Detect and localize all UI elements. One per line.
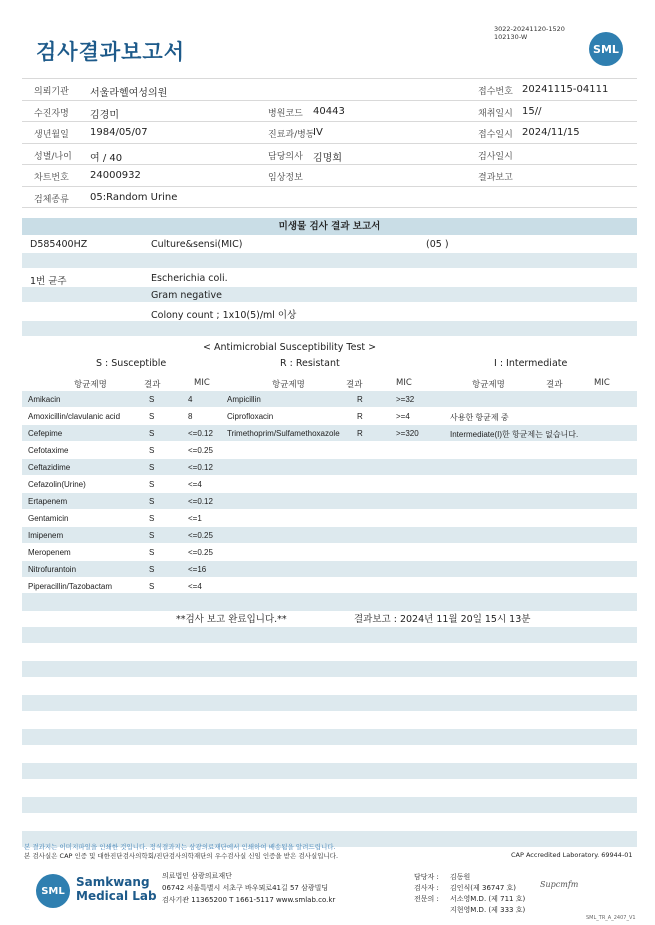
- info-label: 접수일시: [478, 130, 513, 140]
- ast-mic: <=4: [188, 480, 202, 489]
- info-value: 김명희: [313, 152, 342, 164]
- legend-resistant: R : Resistant: [280, 358, 340, 369]
- ast-result: S: [149, 497, 155, 506]
- cap-accreditation: CAP Accredited Laboratory. 69944-01: [511, 851, 633, 859]
- ast-mic: <=0.12: [188, 463, 213, 472]
- info-value: IV: [313, 127, 323, 138]
- ast-drug: Ceftazidime: [28, 463, 71, 472]
- col-drug: 항균제명: [472, 380, 505, 390]
- info-label: 담당의사: [268, 151, 303, 162]
- test-count: (05 ): [426, 239, 449, 250]
- col-result: 결과: [546, 380, 563, 390]
- page-title: 검사결과보고서: [36, 40, 186, 64]
- ast-result: S: [149, 412, 155, 421]
- ast-result: S: [149, 565, 155, 574]
- report-complete: **검사 보고 완료입니다.**: [176, 614, 287, 625]
- staff-name: 김동원: [450, 873, 471, 881]
- ast-result: S: [149, 582, 155, 591]
- info-value: 1984/05/07: [90, 127, 148, 138]
- info-label: 차트번호: [34, 173, 69, 183]
- info-label: 검사일시: [478, 151, 513, 162]
- signature: Supcmfm: [540, 880, 579, 889]
- staff-name: 김인식(제 36747 호): [450, 884, 516, 892]
- info-value: 05:Random Urine: [90, 191, 178, 203]
- ast-mic: <=0.25: [188, 446, 213, 455]
- legend-intermediate: I : Intermediate: [494, 358, 568, 369]
- col-mic: MIC: [396, 378, 412, 388]
- col-drug: 항균제명: [74, 380, 107, 390]
- ast-result: S: [149, 514, 155, 523]
- test-code: D585400HZ: [30, 239, 88, 250]
- brand-name: Samkwang Medical Lab: [76, 875, 157, 903]
- intermediate-note: Intermediate(I)한 항균제는 없습니다.: [450, 430, 579, 439]
- ast-drug: Ampicillin: [227, 395, 261, 404]
- info-label: 접수번호: [478, 87, 513, 97]
- col-mic: MIC: [194, 378, 210, 388]
- info-label: 검체종류: [34, 194, 69, 205]
- ast-drug: Amoxicillin/clavulanic acid: [28, 412, 121, 421]
- info-label: 수진자명: [34, 108, 69, 119]
- ast-mic: >=32: [396, 395, 415, 404]
- ast-drug: Ciprofloxacin: [227, 412, 274, 421]
- ast-result: R: [357, 412, 363, 421]
- info-label: 병원코드: [268, 108, 303, 119]
- info-value: 서울라헬여성의원: [90, 88, 168, 99]
- ast-mic: <=0.12: [188, 429, 213, 438]
- info-value: 2024/11/15: [522, 127, 580, 138]
- ast-drug: Trimethoprim/Sulfamethoxazole: [227, 429, 340, 438]
- ast-drug: Amikacin: [28, 395, 61, 404]
- staff-label: 담당자 :: [414, 873, 439, 881]
- foundation-name: 의료법인 삼광의료재단: [162, 872, 232, 880]
- info-row: [22, 122, 637, 144]
- ast-result: R: [357, 395, 363, 404]
- staff-name: 서소영M.D. (제 711 호): [450, 895, 526, 903]
- ast-result: S: [149, 463, 155, 472]
- ast-drug: Imipenem: [28, 531, 64, 540]
- info-value: 20241115-04111: [522, 84, 609, 95]
- info-value: 24000932: [90, 170, 141, 181]
- info-label: 생년월일: [34, 130, 69, 140]
- info-label: 채취일시: [478, 108, 513, 119]
- patient-info-table: [22, 78, 637, 208]
- sml-logo: SML: [589, 32, 623, 66]
- intermediate-note: 사용한 항균제 중: [450, 413, 509, 422]
- ast-result: S: [149, 548, 155, 557]
- info-row: [22, 144, 637, 166]
- ast-drug: Ertapenem: [28, 497, 68, 506]
- form-code: SML_TR_A_2407_V1: [586, 915, 636, 921]
- ast-mic: <=0.12: [188, 497, 213, 506]
- info-row: [22, 101, 637, 123]
- ast-mic: <=0.25: [188, 531, 213, 540]
- info-row: [22, 187, 637, 209]
- document-number: 3022-20241120-1520 102130-W: [494, 25, 565, 41]
- info-label: 성별/나이: [34, 151, 72, 162]
- ast-result: S: [149, 531, 155, 540]
- info-value: 15//: [522, 105, 542, 117]
- notice-image-copy: 본 결과지는 이미지파일을 인쇄한 것입니다. 정식결과지는 삼광의료재단에서 인쇄하여 배송됨을 알려드립니다.: [24, 843, 336, 851]
- ast-drug: Nitrofurantoin: [28, 565, 77, 574]
- info-label: 의뢰기관: [34, 87, 69, 97]
- info-value: 40443: [313, 105, 345, 117]
- info-label: 임상정보: [268, 173, 303, 183]
- micro-report-title: 미생물 검사 결과 보고서: [22, 218, 637, 235]
- ast-drug: Cefotaxime: [28, 446, 69, 455]
- ast-mic: <=1: [188, 514, 202, 523]
- ast-drug: Cefepime: [28, 429, 63, 438]
- ast-result: R: [357, 429, 363, 438]
- info-row: [22, 165, 637, 187]
- info-row: [22, 78, 637, 101]
- ast-result: S: [149, 429, 155, 438]
- ast-drug: Cefazolin(Urine): [28, 480, 86, 489]
- address: 06742 서울특별시 서초구 바우뫼로41길 57 삼광빌딩: [162, 884, 329, 892]
- staff-name: 지현영M.D. (제 333 호): [450, 906, 526, 914]
- info-label: 결과보고: [478, 173, 513, 183]
- ast-drug: Gentamicin: [28, 514, 69, 523]
- col-drug: 항균제명: [272, 380, 305, 390]
- ast-title: < Antimicrobial Susceptibility Test >: [203, 342, 377, 353]
- registration: 검사기관 11365200 T 1661-5117 www.smlab.co.kr: [162, 896, 336, 904]
- info-value: 여 / 40: [90, 152, 123, 164]
- ast-result: S: [149, 446, 155, 455]
- col-mic: MIC: [594, 378, 610, 388]
- ast-mic: 8: [188, 412, 193, 421]
- colony-count: Colony count ; 1x10(5)/ml 이상: [151, 310, 297, 321]
- ast-mic: <=0.25: [188, 548, 213, 557]
- notice-certification: 본 검사실은 CAP 인증 및 대한진단검사의학회/진단검사의학재단의 우수검사실 신임 인증을 받은 검사실입니다.: [24, 852, 339, 860]
- ast-mic: >=4: [396, 412, 410, 421]
- ast-drug: Piperacillin/Tazobactam: [28, 582, 113, 591]
- staff-label: 전문의 :: [414, 895, 439, 903]
- ast-result: S: [149, 480, 155, 489]
- test-name: Culture&sensi(MIC): [151, 239, 243, 250]
- ast-mic: <=16: [188, 565, 207, 574]
- col-result: 결과: [346, 380, 363, 390]
- gram-stain: Gram negative: [151, 290, 222, 301]
- ast-mic: <=4: [188, 582, 202, 591]
- organism-label: 1번 균주: [30, 276, 67, 287]
- sml-footer-logo: SML: [36, 874, 70, 908]
- info-value: 김경미: [90, 109, 119, 121]
- legend-susceptible: S : Susceptible: [96, 358, 167, 369]
- info-label: 진료과/병동: [268, 130, 315, 140]
- report-time: 결과보고 : 2024년 11월 20일 15시 13분: [354, 614, 531, 625]
- ast-mic: 4: [188, 395, 193, 404]
- ast-result: S: [149, 395, 155, 404]
- organism-name: Escherichia coli.: [151, 273, 228, 284]
- ast-mic: >=320: [396, 429, 419, 438]
- col-result: 결과: [144, 380, 161, 390]
- ast-drug: Meropenem: [28, 548, 71, 557]
- staff-label: 검사자 :: [414, 884, 439, 892]
